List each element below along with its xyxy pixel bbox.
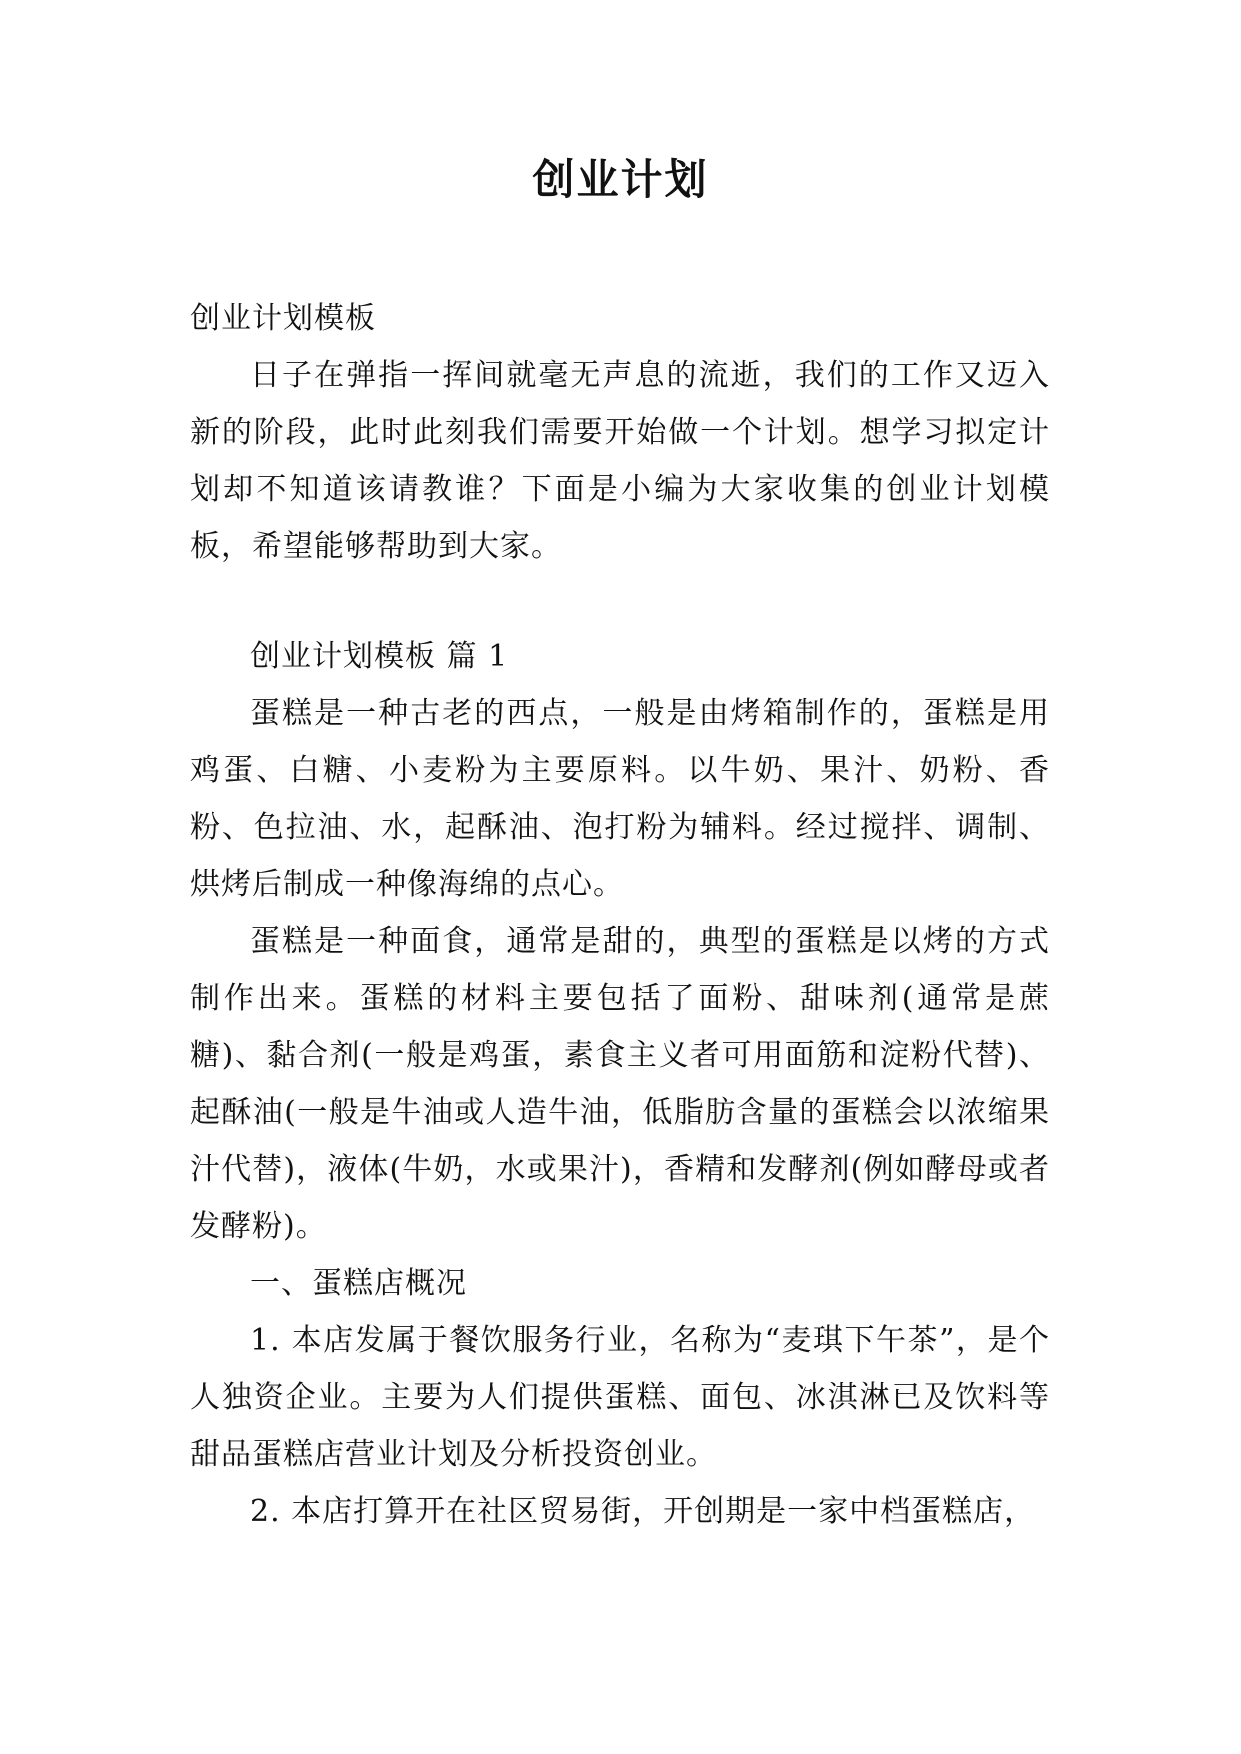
document-body [190,290,1050,1540]
document-title: 创业计划 [532,155,709,204]
cake-intro-paragraph: 蛋糕是一种古老的西点，一般是由烤箱制作的，蛋糕是用鸡蛋、白糖、小麦粉为主要原料。以牛奶、果汁、奶粉、香粉、色拉油、水，起酥油、泡打粉为辅料。经过搅拌、调制、烘烤后制成一种像海绵的点心。 [190,696,1050,902]
cake-ingredients-paragraph: 蛋糕是一种面食，通常是甜的，典型的蛋糕是以烤的方式制作出来。蛋糕的材料主要包括了面粉、甜味剂(通常是蔗糖)、黏合剂(一般是鸡蛋，素食主义者可用面筋和淀粉代替)、起酥油(一般是牛油或人造牛油，低脂肪含量的蛋糕会以浓缩果汁代替)，液体(牛奶，水或果汁)，香精和发酵剂(例如酵母或者发酵粉)。 [190,924,1050,1244]
intro-paragraph: 日子在弹指一挥间就毫无声息的流逝，我们的工作又迈入新的阶段，此时此刻我们需要开始做一个计划。想学习拟定计划却不知道该请教谁？下面是小编为大家收集的创业计划模板，希望能够帮助到大家。 [190,358,1050,564]
section-heading-overview: 一、蛋糕店概况 [250,1266,467,1301]
section-heading-part-1: 创业计划模板 篇 1 [250,639,509,674]
overview-item-1: 1. 本店发属于餐饮服务行业，名称为“麦琪下午茶”，是个人独资企业。主要为人们提供蛋糕、面包、冰淇淋已及饮料等甜品蛋糕店营业计划及分析投资创业。 [190,1323,1050,1472]
document-subtitle: 创业计划模板 [190,301,376,336]
overview-item-2: 2. 本店打算开在社区贸易街，开创期是一家中档蛋糕店， [250,1494,1036,1529]
